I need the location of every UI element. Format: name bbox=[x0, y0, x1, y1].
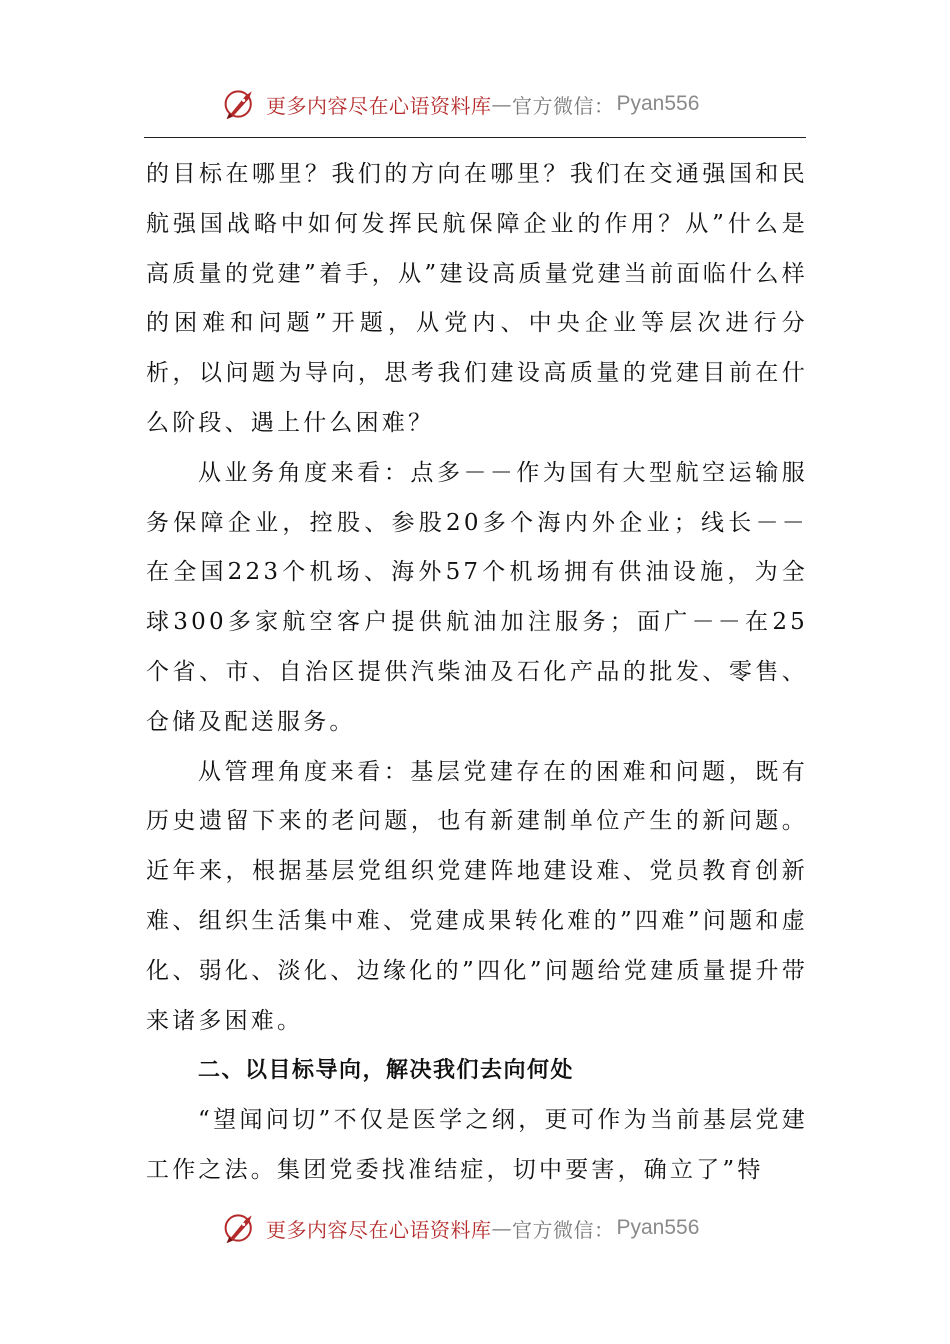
banner-wechat-id: Pyan556 bbox=[616, 1216, 700, 1239]
paragraph-goals: 的目标在哪里？我们的方向在哪里？我们在交通强国和民航强国战略中如何发挥民航保障企业的作用？从”什么是高质量的党建”着手，从”建设高质量党建当前面临什么样的困难和问题”开题，从党内、中央企业等层次进行分析，以问题为导向，思考我们建设高质量的党建目前在什么阶段、遇上什么困难？ bbox=[146, 161, 808, 436]
paragraph-management-perspective: 从管理角度来看：基层党建存在的困难和问题，既有历史遗留下来的老问题，也有新建制单位产生的新问题。近年来，根据基层党组织党建阵地建设难、党员教育创新难、组织生活集中难、党建成果转化难的”四难”问题和虚化、弱化、淡化、边缘化的”四化”问题给党建质量提升带来诸多困难。 bbox=[146, 758, 808, 1034]
pen-nib-logo-icon bbox=[222, 86, 258, 122]
header-banner bbox=[222, 84, 699, 124]
banner-dash: — bbox=[491, 92, 512, 116]
banner-wechat-label: 官方微信： bbox=[512, 1217, 615, 1242]
footer-banner bbox=[222, 1208, 699, 1248]
paragraph-business-perspective: 从业务角度来看：点多－－作为国有大型航空运输服务保障企业，控股、参股20多个海内外企业；线长－－在全国223个机场、海外57个机场拥有供油设施，为全球300多家航空客户提供航油加注服务；面广－－在25个省、市、自治区提供汽柴油及石化产品的批发、零售、仓储及配送服务。 bbox=[146, 459, 808, 735]
banner-dash: — bbox=[491, 1216, 512, 1240]
banner-wechat-id: Pyan556 bbox=[616, 92, 700, 115]
document-body bbox=[146, 150, 808, 1196]
header-divider bbox=[144, 137, 806, 138]
banner-wechat-label: 官方微信： bbox=[512, 93, 615, 118]
banner-main-text: 更多内容尽在心语资料库 bbox=[266, 93, 492, 118]
section-heading: 二、以目标导向，解决我们去向何处 bbox=[198, 1058, 575, 1084]
banner-main-text: 更多内容尽在心语资料库 bbox=[266, 1217, 492, 1242]
paragraph-diagnosis: “望闻问切”不仅是医学之纲，更可作为当前基层党建工作之法。集团党委找准结症，切中要害，确立了”特 bbox=[146, 1107, 808, 1183]
pen-nib-logo-icon bbox=[222, 1210, 258, 1246]
